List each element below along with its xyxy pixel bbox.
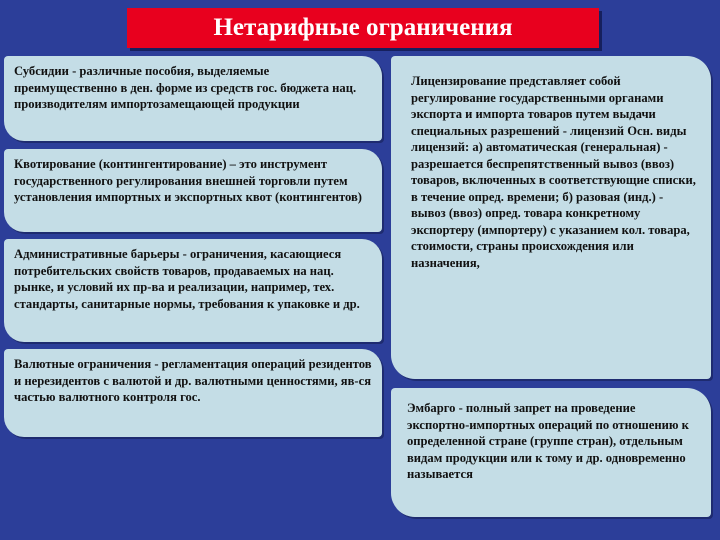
card-quotas (4, 149, 382, 232)
card-subsidies (4, 56, 382, 141)
card-licensing-text: Лицензирование представляет собой регулирование государственными органами экспорта и импорта товаров путем выдачи специальных разрешений - лицензий Осн. виды лицензий: а) автоматическая (генеральная) - разрешается беспрепятственный вывоз (ввоз) товаров, включенных в соответствующие списки, в течение опред. времени; б) разовая (инд.) - вывоз (ввоз) опред. товара конкретному экспортеру (импортеру) с указанием кол. товара, стоимости, страны происхождения или назначения, (411, 74, 696, 270)
card-admin-barriers (4, 239, 382, 342)
card-subsidies-text: Субсидии - различные пособия, выделяемые преимущественно в ден. форме из средств гос. бюджета нац. производителям импортозамещающей продукции (14, 64, 357, 111)
card-embargo (391, 388, 711, 517)
page-title: Нетарифные ограничения (127, 8, 599, 48)
card-quotas-text: Квотирование (контингентирование) – это инструмент государственного регулирования внешней торговли путем установления импортных и экспортных квот (контингентов) (14, 157, 362, 204)
card-currency-text: Валютные ограничения - регламентация операций резидентов и нерезидентов с валютой и др. валютными ценностями, яв-ся частью валютного контроля гос. (14, 357, 372, 404)
card-embargo-text: Эмбарго - полный запрет на проведение экспортно-импортных операций по отношению к определенной стране (группе стран), отдельным видам продукции или к тому и др. одновременно называется (407, 401, 689, 481)
card-currency (4, 349, 382, 437)
card-admin-barriers-text: Административные барьеры - ограничения, касающиеся потребительских свойств товаров, продаваемых на нац. рынке, и условий их пр-ва и реализации, например, тех. стандарты, санитарные нормы, требования к упаковке и др. (14, 247, 360, 311)
card-licensing (391, 56, 711, 379)
